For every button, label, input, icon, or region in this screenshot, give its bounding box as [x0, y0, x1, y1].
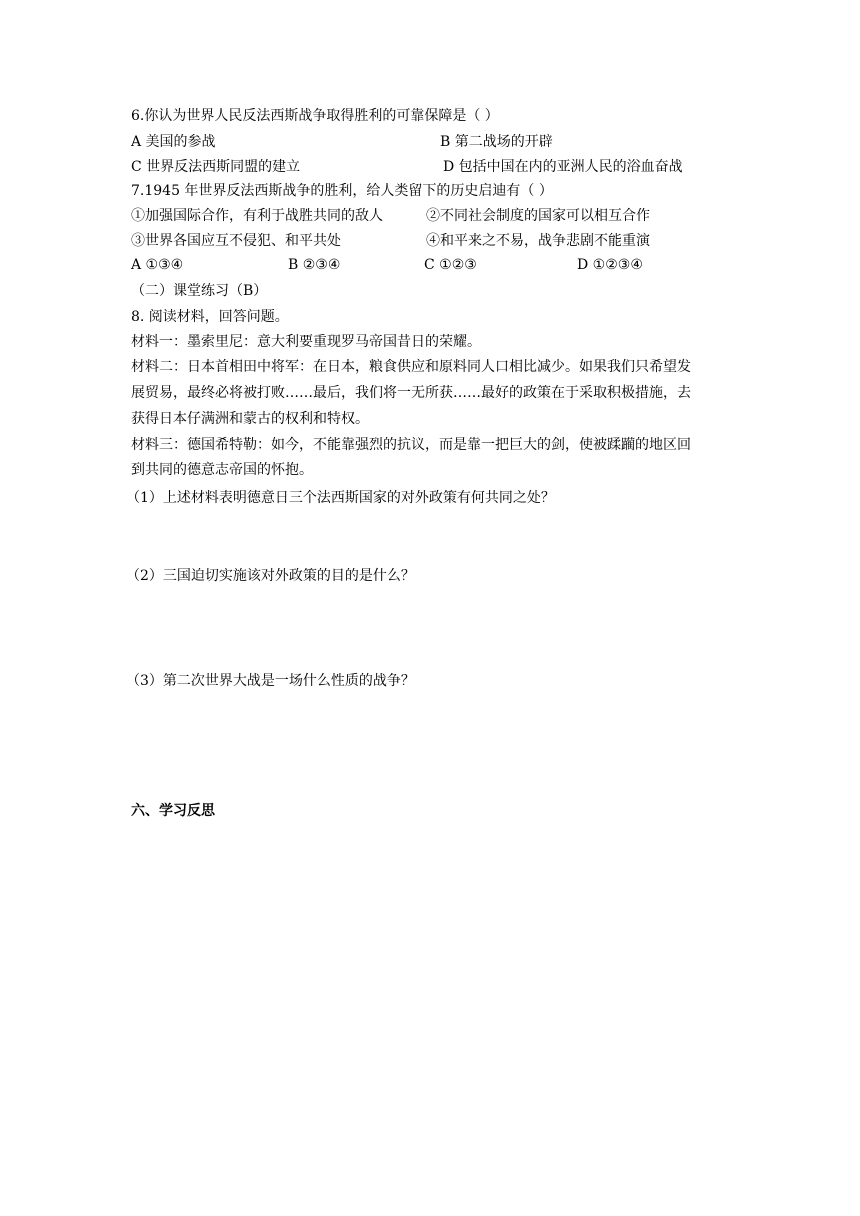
q8-material-2-line-3: 获得日本仔满洲和蒙古的权利和特权。: [131, 411, 369, 427]
q8-stem: 8. 阅读材料，回答问题。: [131, 309, 289, 325]
q8-material-3-line-1: 材料三：德国希特勒：如今，不能靠强烈的抗议，而是靠一把巨大的剑，使被蹂躏的地区回: [131, 437, 691, 453]
q8-material-3-line-2: 到共同的德意志帝国的怀抱。: [131, 462, 313, 478]
q7-option-c: C ①②③: [424, 257, 477, 273]
q7-option-d: D ①②③④: [577, 257, 643, 273]
q8-subquestion-2: （2）三国迫切实施该对外政策的目的是什么？: [126, 568, 415, 584]
q7-option-b: B ②③④: [288, 257, 341, 273]
section-b-heading: （二）课堂练习（B）: [131, 283, 268, 299]
q7-item-2: ②不同社会制度的国家可以相互合作: [426, 208, 650, 224]
q8-material-1: 材料一：墨索里尼：意大利要重现罗马帝国昔日的荣耀。: [131, 334, 481, 350]
q6-option-a: A 美国的参战: [131, 134, 216, 150]
q6-option-d: D 包括中国在内的亚洲人民的浴血奋战: [443, 159, 683, 175]
q7-item-4: ④和平来之不易，战争悲剧不能重演: [426, 233, 650, 249]
q7-stem: 7.1945 年世界反法西斯战争的胜利，给人类留下的历史启迪有（ ）: [131, 183, 553, 199]
q6-option-c: C 世界反法西斯同盟的建立: [131, 159, 301, 175]
q6-option-b: B 第二战场的开辟: [440, 134, 553, 150]
q8-subquestion-1: （1）上述材料表明德意日三个法西斯国家的对外政策有何共同之处？: [126, 490, 555, 506]
q8-material-2-line-1: 材料二：日本首相田中将军：在日本，粮食供应和原料同人口相比减少。如果我们只希望发: [131, 359, 691, 375]
q6-stem: 6.你认为世界人民反法西斯战争取得胜利的可靠保障是（ ）: [131, 108, 499, 124]
section-6-heading: 六、学习反思: [131, 803, 215, 819]
q7-item-1: ①加强国际合作，有利于战胜共同的敌人: [131, 208, 383, 224]
q8-subquestion-3: （3）第二次世界大战是一场什么性质的战争？: [126, 673, 415, 689]
q8-material-2-line-2: 展贸易，最终必将被打败……最后，我们将一无所获……最好的政策在于采取积极措施，去: [131, 385, 691, 401]
q7-item-3: ③世界各国应互不侵犯、和平共处: [131, 233, 341, 249]
q7-option-a: A ①③④: [131, 257, 184, 273]
